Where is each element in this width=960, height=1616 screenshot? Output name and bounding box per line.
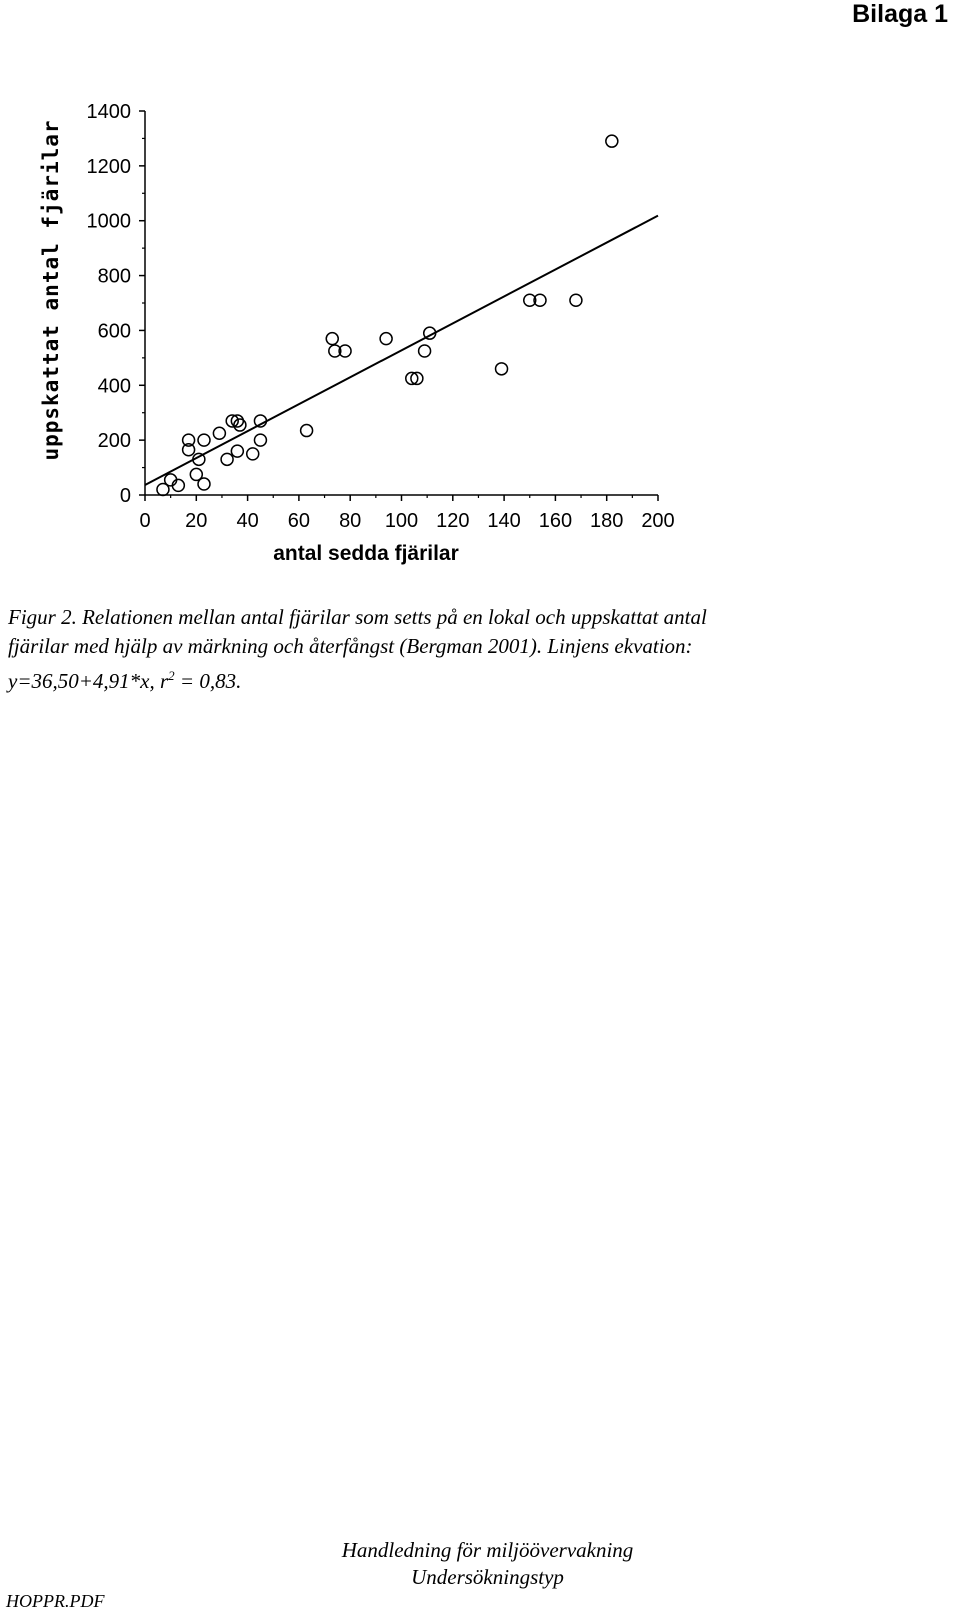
- caption-r2-value: = 0,83.: [174, 669, 242, 693]
- regression-line-group: [145, 216, 658, 485]
- data-point: [231, 445, 243, 457]
- caption-equation: y=36,50+4,91*x, r: [8, 669, 169, 693]
- regression-line: [145, 216, 658, 485]
- caption-line-2: fjärilar med hjälp av märkning och återfångst (Bergman 2001). Linjens ekvation:: [8, 634, 693, 658]
- x-axis-title: antal sedda fjärilar: [273, 542, 459, 565]
- y-tick-label: 1200: [86, 155, 131, 178]
- caption-exponent: 2: [168, 668, 175, 683]
- x-tick-label: 60: [287, 510, 311, 532]
- y-tick-label: 600: [97, 320, 131, 343]
- x-tick-label: 120: [436, 510, 470, 532]
- figure-caption: [8, 603, 938, 696]
- y-tick-label: 400: [97, 375, 131, 398]
- y-axis-title: uppskattat antal fjärilar: [39, 119, 63, 461]
- x-tick-label: 100: [384, 510, 419, 532]
- data-point: [301, 425, 313, 437]
- data-point: [496, 363, 508, 375]
- footer-filename: HOPPR.PDF: [6, 1591, 105, 1611]
- footer-title-line-2: Undersökningstyp: [411, 1565, 564, 1589]
- data-point: [326, 333, 338, 345]
- scatter-chart: [0, 0, 960, 570]
- x-tick-label: 20: [185, 510, 208, 532]
- y-tick-label: 1400: [86, 101, 131, 123]
- caption-line-1: Figur 2. Relationen mellan antal fjärilar som setts på en lokal och uppskattat antal: [8, 605, 707, 629]
- x-tick-label: 180: [590, 510, 624, 532]
- y-tick-label: 200: [97, 430, 131, 453]
- x-tick-label: 160: [538, 510, 573, 532]
- data-point: [570, 294, 582, 306]
- x-tick-label: 0: [139, 510, 151, 532]
- data-point: [380, 333, 392, 345]
- y-axis: [87, 101, 146, 507]
- data-point: [247, 448, 259, 460]
- data-point: [254, 434, 266, 446]
- x-tick-label: 200: [641, 510, 675, 532]
- footer-title: [300, 1537, 675, 1591]
- y-tick-label: 0: [119, 485, 131, 507]
- data-point: [198, 478, 210, 490]
- appendix-label: Bilaga 1: [852, 0, 948, 28]
- data-point: [419, 345, 431, 357]
- data-point: [213, 427, 225, 439]
- x-tick-label: 40: [236, 510, 259, 532]
- x-tick-label: 80: [339, 510, 362, 532]
- x-tick-label: 140: [487, 510, 521, 532]
- data-point: [198, 434, 210, 446]
- footer-title-line-1: Handledning för miljöövervakning: [341, 1538, 634, 1562]
- data-point: [221, 453, 233, 465]
- x-axis: [139, 495, 674, 532]
- y-tick-label: 1000: [86, 210, 131, 233]
- caption-line-3: [8, 661, 938, 696]
- y-tick-label: 800: [97, 265, 131, 288]
- data-point: [606, 135, 618, 147]
